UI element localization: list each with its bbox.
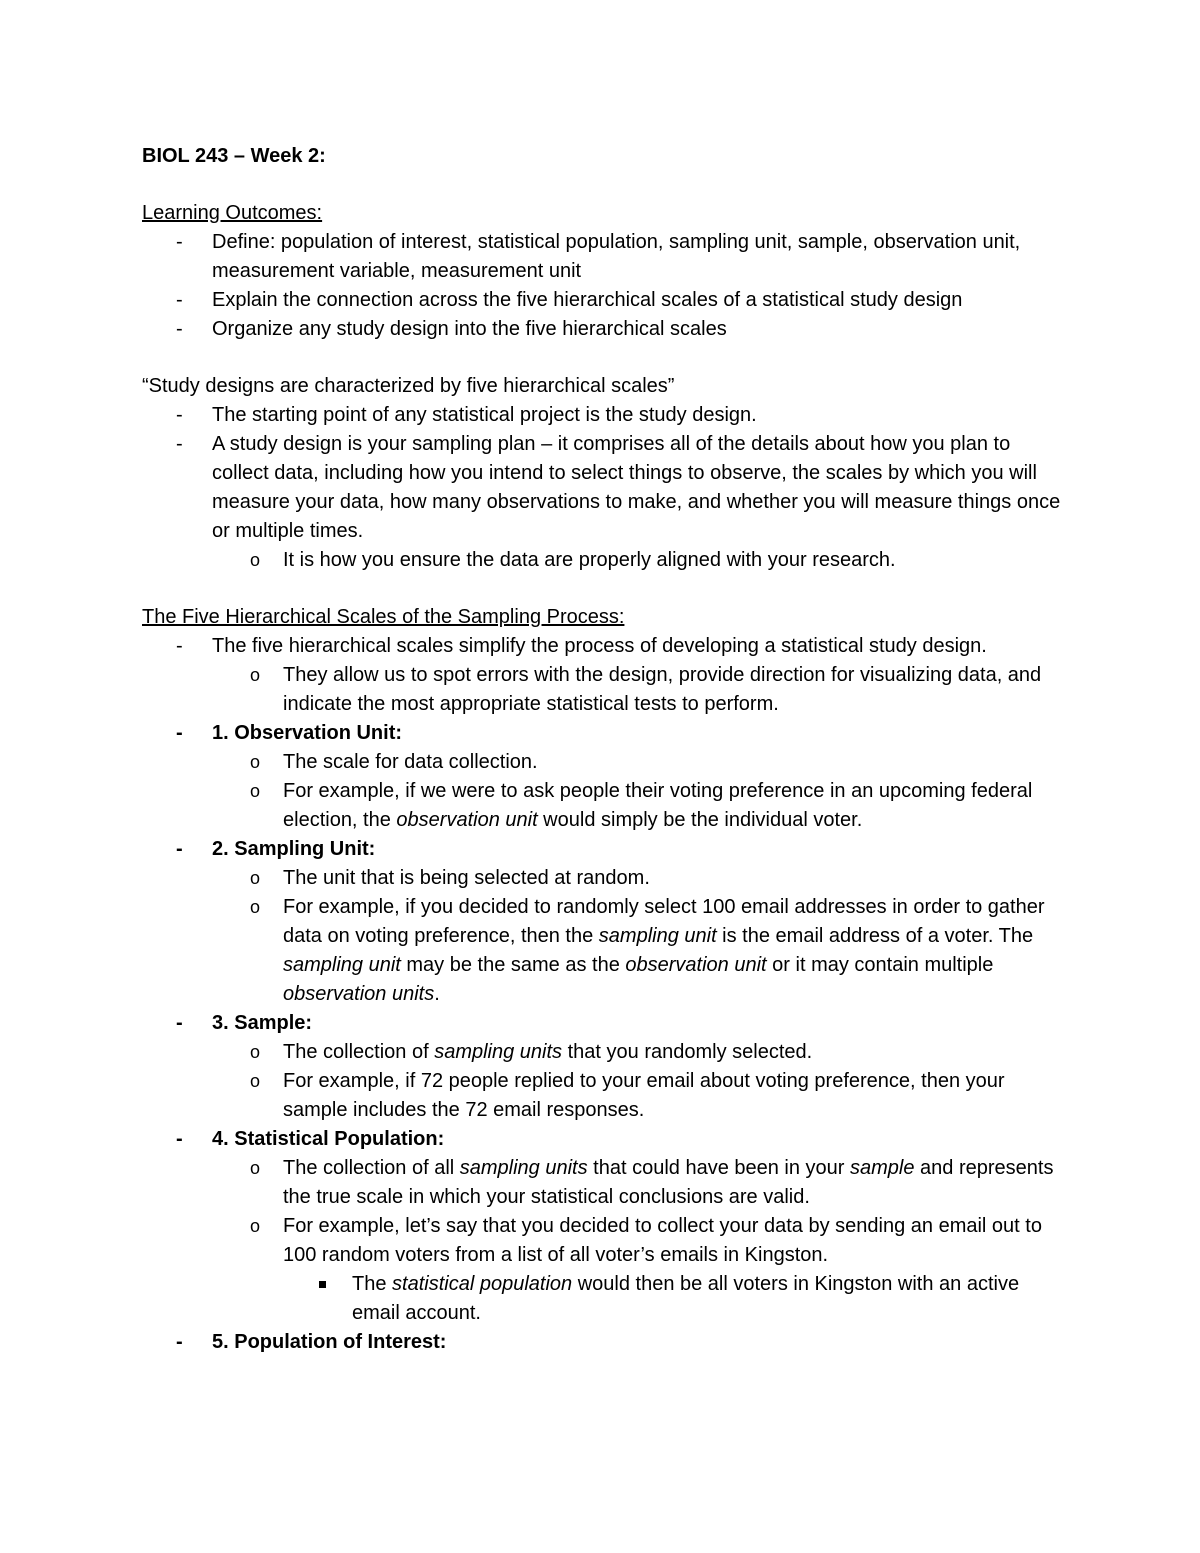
list-subitem: o For example, let’s say that you decided to collect your data by sending an email out to 100 random voters from a list of all voter’s emails in Kingston. <box>142 1212 1062 1270</box>
sample-label: - 3. Sample: <box>142 1009 1062 1038</box>
text: would simply be the individual voter. <box>537 809 863 831</box>
study-designs-quote: “Study designs are characterized by five hierarchical scales” <box>142 375 675 397</box>
list-item: - Explain the connection across the five hierarchical scales of a statistical study design <box>142 286 1062 315</box>
italic-term: observation unit <box>396 809 538 831</box>
list-item: - A study design is your sampling plan – it comprises all of the details about how you plan to collect data, including how you intend to select things to observe, the scales by which you will measure your data, how many observations to make, and whether you will measure things once or multiple times. <box>142 430 1062 546</box>
italic-term: sampling units <box>459 1157 588 1179</box>
text: The collection of <box>283 1041 435 1063</box>
list-subitem: o For example, if 72 people replied to your email about voting preference, then your sample includes the 72 email responses. <box>142 1067 1062 1125</box>
italic-term: sample <box>850 1157 915 1179</box>
text: For example, if we were to ask people their voting preference in an upcoming federal election, the <box>283 780 1033 831</box>
italic-term: sampling units <box>434 1041 563 1063</box>
list-subitem: o The scale for data collection. <box>142 748 1062 777</box>
spacer <box>142 171 1062 199</box>
text: and represents the true scale in which your statistical conclusions are valid. <box>283 1157 1054 1208</box>
list-subitem: o It is how you ensure the data are properly aligned with your research. <box>142 546 1062 575</box>
text: that could have been in your <box>587 1157 851 1179</box>
text: The <box>352 1273 393 1295</box>
text: or it may contain multiple <box>766 954 994 976</box>
text: is the email address of a voter. The <box>716 925 1034 947</box>
sampling-unit-label: - 2. Sampling Unit: <box>142 835 1062 864</box>
list-item: - Organize any study design into the five hierarchical scales <box>142 315 1062 344</box>
page-title: BIOL 243 – Week 2: <box>142 145 326 167</box>
text: that you randomly selected. <box>562 1041 813 1063</box>
list-subitem <box>142 893 1062 1009</box>
list-subsubitem <box>142 1270 1062 1328</box>
learning-outcomes-heading: Learning Outcomes: <box>142 202 323 224</box>
five-scales-heading: The Five Hierarchical Scales of the Sampling Process: <box>142 606 625 628</box>
list-item: - The starting point of any statistical project is the study design. <box>142 401 1062 430</box>
italic-term: observation units <box>283 983 435 1005</box>
population-of-interest-label: - 5. Population of Interest: <box>142 1328 1062 1357</box>
spacer <box>142 575 1062 603</box>
italic-term: sampling unit <box>598 925 717 947</box>
italic-term: statistical population <box>392 1273 573 1295</box>
statistical-population-label: - 4. Statistical Population: <box>142 1125 1062 1154</box>
italic-term: observation unit <box>625 954 767 976</box>
list-subitem <box>142 1154 1062 1212</box>
text: . <box>434 983 440 1005</box>
list-subitem <box>142 1038 1062 1067</box>
list-subitem: o The unit that is being selected at random. <box>142 864 1062 893</box>
italic-term: sampling unit <box>283 954 401 976</box>
text: For example, if you decided to randomly select 100 email addresses in order to gather data on voting preference, then the <box>283 896 1045 947</box>
spacer <box>142 344 1062 372</box>
list-item: - Define: population of interest, statistical population, sampling unit, sample, observation unit, measurement variable, measurement unit <box>142 228 1062 286</box>
list-item: - The five hierarchical scales simplify the process of developing a statistical study design. <box>142 632 1062 661</box>
list-subitem: o They allow us to spot errors with the design, provide direction for visualizing data, and indicate the most appropriate statistical tests to perform. <box>142 661 1062 719</box>
text: would then be all voters in Kingston with an active email account. <box>352 1273 1020 1324</box>
text: may be the same as the <box>400 954 626 976</box>
text: The collection of all <box>283 1157 460 1179</box>
document-body <box>142 141 1062 1357</box>
observation-unit-label: - 1. Observation Unit: <box>142 719 1062 748</box>
list-subitem <box>142 777 1062 835</box>
